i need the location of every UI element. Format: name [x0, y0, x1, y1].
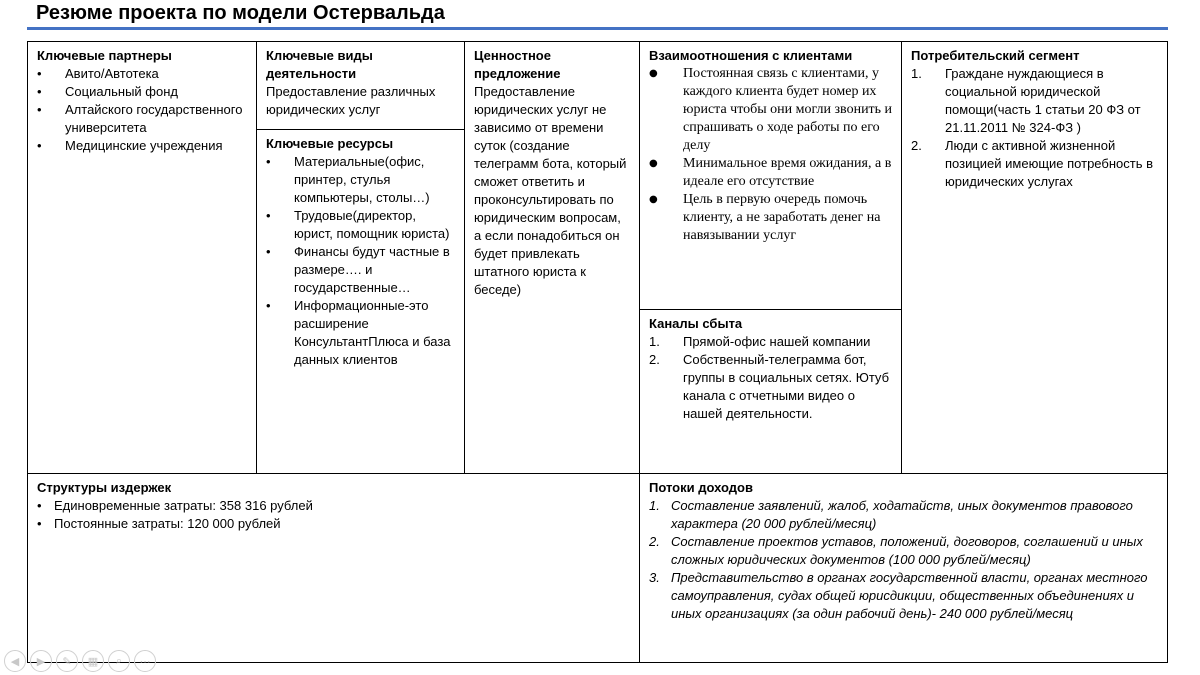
item-text: Составление заявлений, жалоб, ходатайств, иных документов правового характера (20 000 рублей/месяц): [671, 498, 1133, 531]
slideshow-toolbar: [4, 650, 156, 672]
item-text: Граждане нуждающиеся в социальной юридической помощи(часть 1 статьи 20 ФЗ от 21.11.2011 № 324-ФЗ ): [945, 66, 1141, 135]
item-text: Представительство в органах государственной власти, органах местного самоуправления, судах общей юрисдикции, общественных объединениях и иных организациях (за один рабочий день)- 240 000 рублей/месяц: [671, 570, 1148, 621]
title-underline: [27, 27, 1168, 30]
value-proposition-heading: Ценностное предложение: [474, 48, 561, 81]
key-partners-list: [37, 65, 248, 155]
arrow-left-icon: ◀: [10, 654, 20, 668]
nav-more-button[interactable]: [134, 650, 156, 672]
list-item: • Единовременные затраты: 358 316 рублей: [37, 497, 631, 515]
customer-segments-list: [911, 65, 1159, 191]
list-item: [911, 65, 1159, 137]
customer-segments-heading: Потребительский сегмент: [911, 48, 1080, 63]
list-item: • Трудовые(директор, юрист, помощник юриста): [266, 207, 456, 243]
customer-relationships-heading: Взаимоотношения с клиентами: [649, 48, 853, 63]
list-item: • Финансы будут частные в размере…. и государственные…: [266, 243, 456, 297]
key-partners-heading: Ключевые партнеры: [37, 48, 172, 63]
page-title: Резюме проекта по модели Остервальда: [36, 2, 445, 24]
zoom-icon: ⌕: [115, 654, 123, 667]
nav-slides-button[interactable]: [82, 650, 104, 672]
nav-zoom-button[interactable]: [108, 650, 130, 672]
revenue-streams-list: [649, 497, 1159, 623]
list-item: • Авито/Автотека: [37, 65, 248, 83]
value-proposition-cell: [464, 41, 640, 474]
more-icon: ⋯: [139, 654, 151, 668]
cost-structure-heading: Структуры издержек: [37, 480, 172, 495]
item-number: 2.: [649, 352, 660, 367]
channels-cell: [639, 309, 902, 474]
nav-next-button[interactable]: [30, 650, 52, 672]
key-activities-heading: Ключевые виды деятельности: [266, 48, 373, 81]
slides-icon: ▦: [87, 654, 99, 668]
key-resources-list: [266, 153, 456, 369]
item-text: Люди с активной жизненной позицией имеющие потребность в юридических услугах: [945, 138, 1153, 189]
item-number: 2.: [649, 534, 660, 549]
list-item: • Информационные-это расширение КонсультантПлюса и база данных клиентов: [266, 297, 456, 369]
key-resources-heading: Ключевые ресурсы: [266, 136, 394, 151]
list-item: • Социальный фонд: [37, 83, 248, 101]
list-item: [649, 497, 1159, 533]
channels-heading: Каналы сбыта: [649, 316, 743, 331]
value-proposition-text: Предоставление юридических услуг не зависимо от времени суток (создание телеграмм бота, который сможет ответить и проконсультировать по юридическим вопросам, а если понадобиться он будет привлекать штатного юриста к беседе): [474, 84, 627, 297]
item-text: Составление проектов уставов, положений, договоров, соглашений и иных сложных юридических документов (100 000 рублей/месяц): [671, 534, 1143, 567]
item-text: Собственный-телеграмма бот, группы в социальных сетях. Ютуб канала с отчетными видео о нашей деятельности.: [683, 352, 890, 421]
cost-structure-list: [37, 497, 631, 533]
list-item: [649, 533, 1159, 569]
key-partners-cell: [27, 41, 257, 474]
list-item: [649, 351, 893, 423]
arrow-right-icon: ▶: [36, 654, 46, 668]
list-item: [649, 333, 893, 351]
channels-list: [649, 333, 893, 423]
customer-segments-cell: [901, 41, 1168, 474]
customer-relationships-list: [649, 65, 893, 245]
list-item: ● Минимальное время ожидания, а в идеале его отсутствие: [649, 155, 893, 191]
list-item: ● Постоянная связь с клиентами, у каждого клиента будет номер их юриста чтобы они могли звонить и спрашивать о ходе работы по его делу: [649, 65, 893, 155]
customer-relationships-cell: [639, 41, 902, 310]
list-item: • Постоянные затраты: 120 000 рублей: [37, 515, 631, 533]
revenue-streams-heading: Потоки доходов: [649, 480, 753, 495]
list-item: • Медицинские учреждения: [37, 137, 248, 155]
item-number: 1.: [649, 334, 660, 349]
item-number: 1.: [649, 498, 660, 513]
nav-prev-button[interactable]: [4, 650, 26, 672]
list-item: [649, 569, 1159, 623]
item-text: Прямой-офис нашей компании: [683, 334, 871, 349]
list-item: ● Цель в первую очередь помочь клиенту, а не заработать денег на навязывании услуг: [649, 191, 893, 245]
pen-icon: ✎: [62, 654, 72, 668]
key-activities-cell: [256, 41, 465, 130]
list-item: • Материальные(офис, принтер, стулья компьютеры, столы…): [266, 153, 456, 207]
list-item: [911, 137, 1159, 191]
key-activities-text: Предоставление различных юридических услуг: [266, 84, 436, 117]
cost-structure-cell: [27, 473, 640, 663]
item-number: 2.: [911, 138, 922, 153]
key-resources-cell: [256, 129, 465, 474]
nav-pen-button[interactable]: [56, 650, 78, 672]
item-number: 1.: [911, 66, 922, 81]
list-item: • Алтайского государственного университета: [37, 101, 248, 137]
item-number: 3.: [649, 570, 660, 585]
revenue-streams-cell: [639, 473, 1168, 663]
